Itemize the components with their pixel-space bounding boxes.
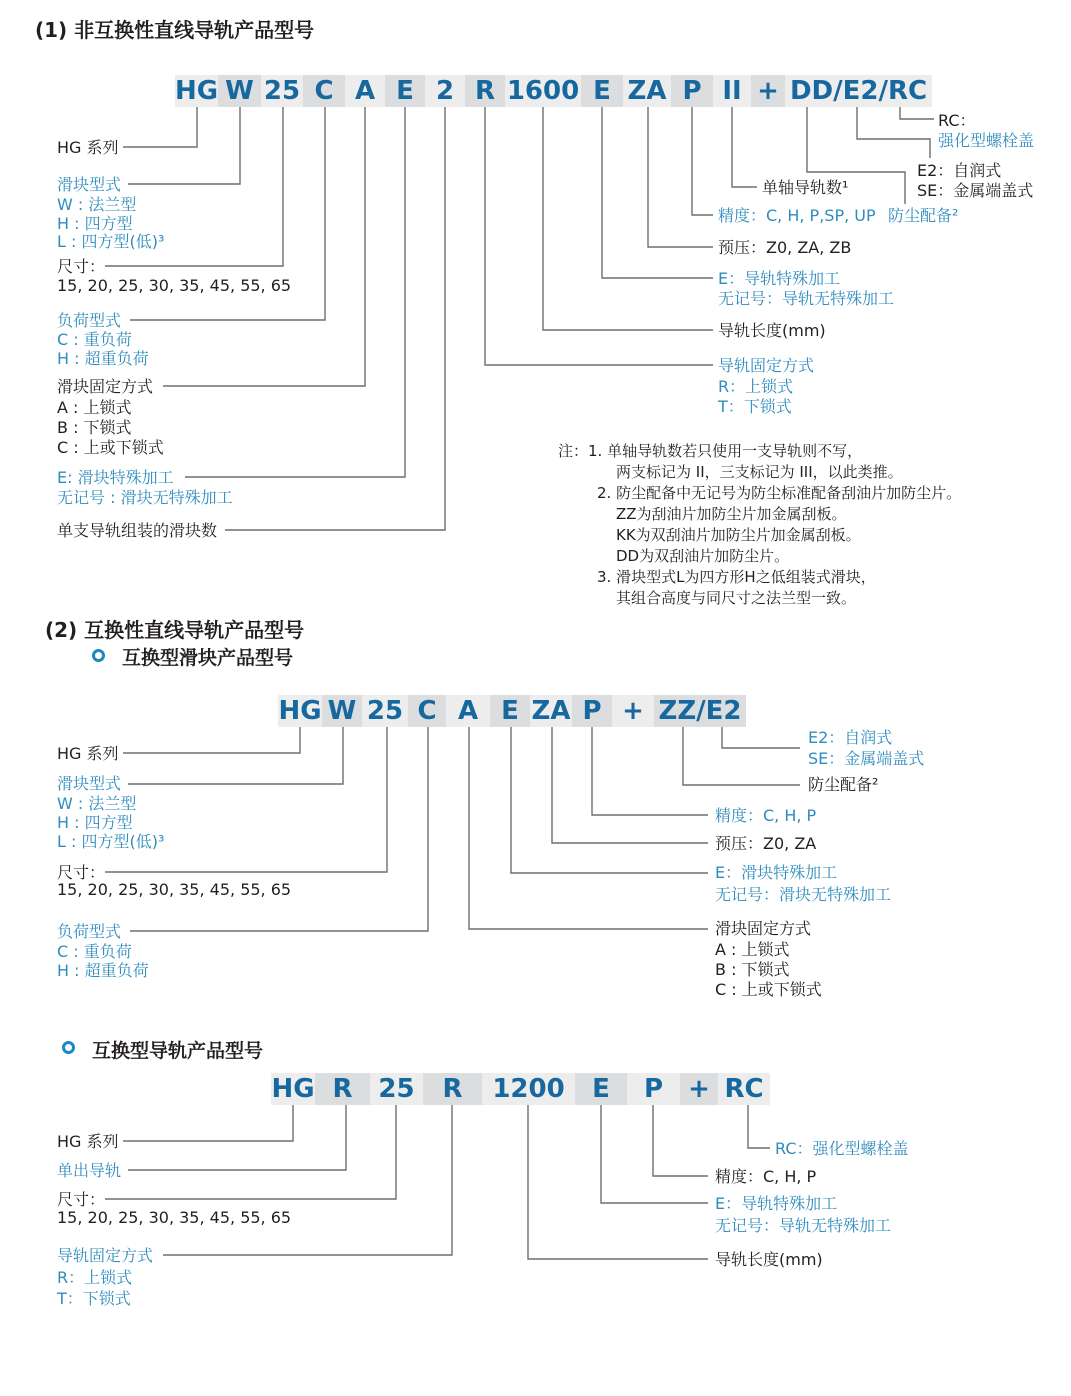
leader-line (732, 107, 757, 187)
label-clamp-b: B : 下锁式 (57, 418, 132, 437)
label-block-type: 滑块型式 (57, 175, 122, 194)
leader-line (748, 1105, 770, 1148)
label-preload: 预压：Z0, ZA (715, 834, 817, 853)
leader-line (648, 107, 713, 247)
label-clamp-b: B : 下锁式 (715, 960, 790, 979)
label-size: 尺寸： (57, 257, 106, 276)
code1-seg-25: 25 (261, 75, 303, 107)
label-special-none: 无记号 : 滑块无特殊加工 (57, 488, 233, 507)
note-line: 2. 防尘配备中无记号为防尘标准配备刮油片加防尘片。 (597, 484, 962, 502)
label-se-metal-endcap: SE：金属端盖式 (917, 181, 1034, 200)
label-single-rail: 单出导轨 (57, 1161, 122, 1180)
label-rail-fix-r: R：上锁式 (718, 377, 794, 396)
label-clamp-c: C : 上或下锁式 (715, 980, 822, 999)
note-line: DD为双刮油片加防尘片。 (616, 547, 790, 565)
label-rail-length: 导轨长度(mm) (715, 1250, 823, 1269)
code2-seg-w: W (322, 695, 362, 727)
code3-seg-r1: R (315, 1073, 370, 1105)
label-load-type: 负荷型式 (57, 922, 122, 941)
label-fix-t: T：下锁式 (57, 1289, 131, 1308)
label-load-type: 负荷型式 (57, 311, 122, 330)
section2-subtitle: 互换型滑块产品型号 (122, 647, 294, 669)
leader-line (722, 727, 800, 748)
code3-seg-1200: 1200 (482, 1073, 575, 1105)
leader-line (692, 107, 713, 215)
label-rail-special-e: E：导轨特殊加工 (718, 269, 841, 288)
label-block-type: 滑块型式 (57, 774, 122, 793)
code1-seg-a: A (345, 75, 385, 107)
section2-title: (2) 互换性直线导轨产品型号 (45, 618, 305, 642)
code1-seg-w: W (218, 75, 261, 107)
label-size-values: 15, 20, 25, 30, 35, 45, 55, 65 (57, 880, 292, 899)
code1-seg-plus: + (751, 75, 785, 107)
model-code-2 (278, 695, 746, 727)
label-block-l: L : 四方型(低)³ (57, 832, 165, 851)
leader-line (130, 727, 428, 931)
code1-seg-1600: 1600 (506, 76, 580, 106)
label-clamp-title: 滑块固定方式 (715, 919, 812, 938)
label-rc-code: RC： (938, 111, 976, 130)
code1-seg-c: C (303, 75, 345, 107)
label-load-c: C : 重负荷 (57, 942, 132, 961)
code3-seg-r2: R (423, 1073, 482, 1105)
leader-line (900, 107, 934, 119)
label-dust-protection: 防尘配备² (888, 206, 959, 225)
code3-seg-p: P (627, 1073, 680, 1105)
label-clamp-c: C : 上或下锁式 (57, 438, 164, 457)
label-e2-selflube: E2：自润式 (808, 728, 893, 747)
label-block-w: W : 法兰型 (57, 195, 137, 214)
code2-seg-e: E (490, 695, 530, 727)
label-dust-protection: 防尘配备² (808, 775, 879, 794)
label-size: 尺寸： (57, 1190, 106, 1209)
bullet-ring-icon (92, 649, 105, 662)
label-rail-fix-title: 导轨固定方式 (718, 356, 815, 375)
label-fix-r: R：上锁式 (57, 1268, 133, 1287)
leader-line (485, 107, 713, 365)
label-special-none: 无记号：滑块无特殊加工 (715, 885, 892, 904)
bullet-ring-icon (62, 1041, 75, 1054)
model-code-3 (271, 1073, 770, 1105)
leader-line (511, 727, 708, 873)
label-load-h: H : 超重负荷 (57, 349, 149, 368)
model-code-1 (175, 75, 932, 107)
note-line: 3. 滑块型式L为四方形H之低组装式滑块， (597, 568, 876, 586)
label-rail-special-none: 无记号：导轨无特殊加工 (718, 289, 895, 308)
label-size: 尺寸： (57, 863, 106, 882)
code1-seg-2: 2 (425, 75, 465, 107)
label-clamp-a: A : 上锁式 (715, 940, 790, 959)
note-line: ZZ为刮油片加防尘片加金属刮板。 (616, 505, 847, 523)
leader-line (601, 1105, 708, 1203)
label-rc: RC：强化型螺栓盖 (775, 1139, 909, 1158)
label-block-h: H : 四方型 (57, 813, 133, 832)
label-se-metal-endcap: SE：金属端盖式 (808, 749, 925, 768)
note-line: 注：1. 单轴导轨数若只使用一支导轨则不写， (558, 442, 863, 460)
code2-seg-25: 25 (362, 695, 408, 727)
section3-subtitle: 互换型导轨产品型号 (92, 1040, 264, 1062)
label-load-h: H : 超重负荷 (57, 961, 149, 980)
code2-seg-plus: + (612, 695, 654, 727)
label-rail-fix-t: T：下锁式 (718, 397, 792, 416)
label-precision: 精度：C, H, P (715, 1167, 817, 1186)
label-series: HG 系列 (57, 744, 119, 763)
code2-seg-p: P (572, 695, 612, 727)
leader-line (128, 107, 240, 184)
code2-seg-c: C (408, 695, 446, 727)
leader-line (123, 727, 300, 753)
label-block-l: L : 四方型(低)³ (57, 232, 165, 251)
leader-line (469, 727, 708, 929)
leader-line (683, 727, 800, 785)
label-precision: 精度：C, H, P (715, 806, 817, 825)
label-blocks-per-rail: 单支导轨组装的滑块数 (57, 521, 218, 540)
code3-seg-25: 25 (370, 1073, 423, 1105)
section1-title: (1) 非互换性直线导轨产品型号 (35, 18, 315, 42)
code1-seg-e2: E (581, 75, 623, 107)
label-rc-desc: 强化型螺栓盖 (938, 131, 1035, 150)
label-size-values: 15, 20, 25, 30, 35, 45, 55, 65 (57, 1208, 292, 1227)
label-rail-length: 导轨长度(mm) (718, 321, 826, 340)
code1-seg-za: ZA (623, 75, 671, 107)
note-line: 两支标记为 II，三支标记为 III，以此类推。 (616, 463, 903, 481)
leader-line (128, 727, 343, 784)
code2-seg-hg: HG (278, 696, 322, 726)
code1-seg-ii: II (713, 75, 751, 107)
code3-seg-hg: HG (271, 1074, 315, 1104)
label-clamp-title: 滑块固定方式 (57, 377, 154, 396)
code1-seg-hg: HG (174, 76, 219, 106)
leader-line (123, 1105, 293, 1141)
leader-line (163, 107, 365, 386)
code1-seg-dust: DD/E2/RC (785, 75, 932, 107)
label-fix-title: 导轨固定方式 (57, 1246, 154, 1265)
code2-seg-a: A (446, 695, 490, 727)
leader-line (528, 1105, 708, 1259)
code1-seg-e: E (385, 75, 425, 107)
leader-line (543, 107, 713, 330)
leader-line (592, 727, 708, 815)
note-line: 其组合高度与同尺寸之法兰型一致。 (616, 589, 857, 607)
label-special-e: E：滑块特殊加工 (715, 863, 838, 882)
code3-seg-e: E (575, 1073, 627, 1105)
leader-line (163, 1105, 452, 1255)
label-series: HG 系列 (57, 138, 119, 157)
note-line: KK为双刮油片加防尘片加金属刮板。 (616, 526, 861, 544)
label-clamp-a: A : 上锁式 (57, 398, 132, 417)
label-rail-special-e: E：导轨特殊加工 (715, 1194, 838, 1213)
label-preload: 预压：Z0, ZA, ZB (718, 238, 852, 257)
code1-seg-r: R (465, 75, 505, 107)
leader-line (105, 1105, 396, 1199)
leader-line (128, 1105, 346, 1170)
label-e2-selflube: E2：自润式 (917, 161, 1002, 180)
label-block-w: W : 法兰型 (57, 794, 137, 813)
label-special-e: E: 滑块特殊加工 (57, 468, 174, 487)
leader-line (123, 107, 197, 147)
leader-line (225, 107, 445, 530)
leader-line (602, 107, 713, 278)
code3-seg-plus: + (680, 1073, 718, 1105)
label-load-c: C : 重负荷 (57, 330, 132, 349)
code2-seg-zze2: ZZ/E2 (654, 695, 746, 727)
label-rails-count: 单轴导轨数¹ (762, 178, 849, 197)
code3-seg-rc: RC (718, 1073, 770, 1105)
code1-seg-p: P (671, 75, 713, 107)
label-block-h: H : 四方型 (57, 214, 133, 233)
label-rail-special-none: 无记号：导轨无特殊加工 (715, 1216, 892, 1235)
label-precision: 精度：C, H, P,SP, UP (718, 206, 876, 225)
leader-line (857, 107, 930, 158)
label-size-values: 15, 20, 25, 30, 35, 45, 55, 65 (57, 276, 292, 295)
leader-line (653, 1105, 708, 1176)
code2-seg-za: ZA (531, 696, 571, 726)
label-series: HG 系列 (57, 1132, 119, 1151)
